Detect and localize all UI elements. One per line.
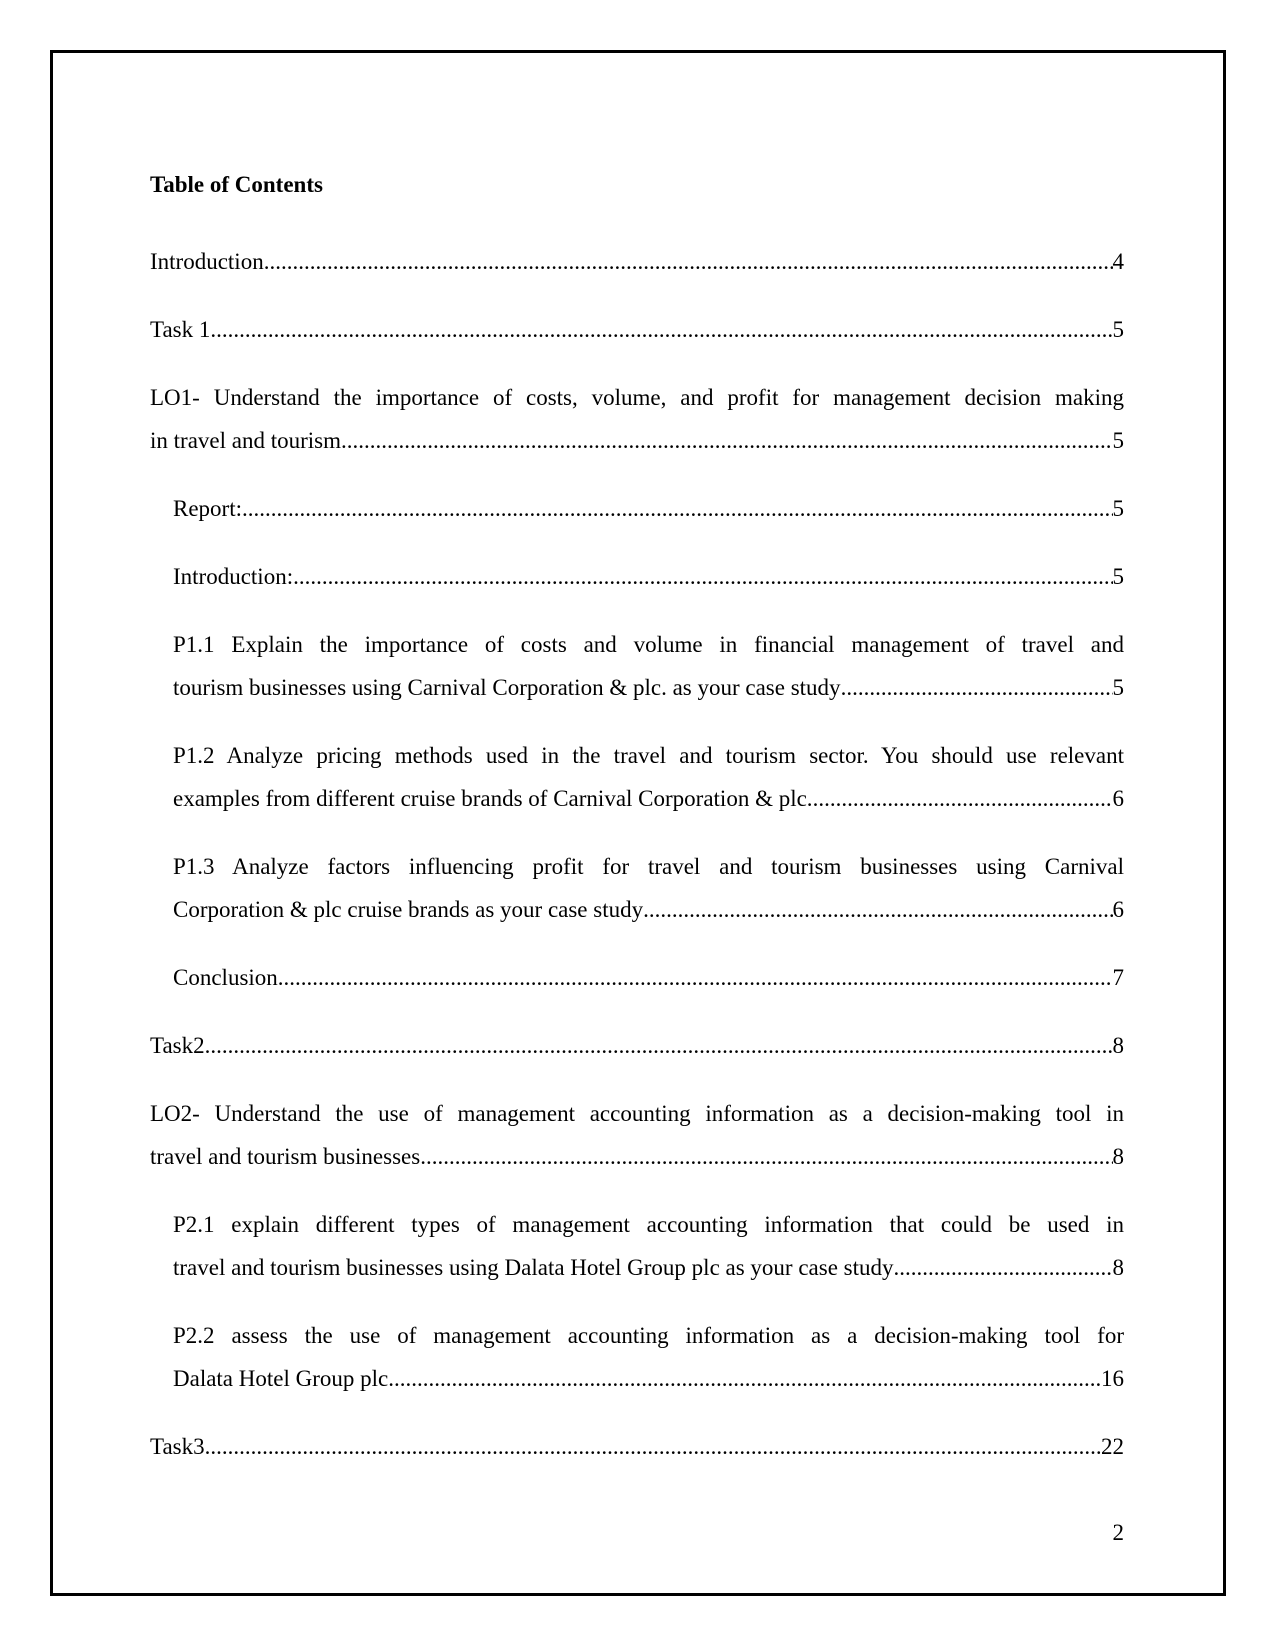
toc-page-number: 5 — [1112, 564, 1124, 589]
table-of-contents — [150, 172, 1124, 1493]
toc-entry-line — [173, 1357, 1124, 1400]
toc-entry[interactable] — [150, 956, 1124, 999]
toc-entry-line — [150, 308, 1124, 351]
dot-leader — [205, 1425, 1101, 1468]
toc-entries — [150, 240, 1124, 1468]
toc-entry-label: Task3 — [150, 1434, 205, 1459]
toc-entry-line — [150, 1135, 1124, 1178]
toc-entry[interactable] — [150, 1203, 1124, 1289]
toc-entry-label: examples from different cruise brands of Carnival Corporation & plc. — [173, 786, 813, 811]
toc-entry-label: Dalata Hotel Group plc. — [173, 1366, 394, 1391]
toc-entry-text: P1.3 Analyze factors influencing profit for travel and tourism businesses using Carnival — [173, 854, 1124, 879]
dot-leader — [813, 777, 1113, 820]
toc-page-number: 7 — [1112, 965, 1124, 990]
dot-leader — [278, 956, 1113, 999]
dot-leader — [264, 240, 1113, 283]
toc-entry-label: Task 1 — [150, 317, 211, 342]
toc-entry[interactable] — [150, 487, 1124, 530]
dot-leader — [347, 419, 1113, 462]
dot-leader — [841, 666, 1113, 709]
toc-entry[interactable] — [150, 555, 1124, 598]
toc-entry-label: tourism businesses using Carnival Corporation & plc. as your case study — [173, 675, 841, 700]
toc-entry-label: travel and tourism businesses — [150, 1144, 421, 1169]
toc-page-number: 8 — [1112, 1144, 1124, 1169]
toc-page-number: 5 — [1112, 675, 1124, 700]
toc-entry-label: Introduction — [150, 249, 264, 274]
toc-entry[interactable] — [150, 1425, 1124, 1468]
toc-page-number: 5 — [1112, 428, 1124, 453]
toc-entry[interactable] — [150, 1314, 1124, 1400]
toc-page-number: 6 — [1112, 897, 1124, 922]
toc-entry-text: P1.2 Analyze pricing methods used in the travel and tourism sector. You should use relevant — [173, 743, 1124, 768]
toc-entry-line — [173, 956, 1124, 999]
toc-page-number: 22 — [1101, 1434, 1124, 1459]
toc-entry[interactable] — [150, 623, 1124, 709]
toc-entry-line — [150, 240, 1124, 283]
toc-entry-label: Conclusion — [173, 965, 278, 990]
toc-entry[interactable] — [150, 845, 1124, 931]
dot-leader — [643, 888, 1112, 931]
dot-leader — [242, 487, 1113, 530]
toc-entry-label: travel and tourism businesses using Dalata Hotel Group plc as your case study — [173, 1255, 894, 1280]
toc-entry-line — [150, 419, 1124, 462]
toc-page-number: 5 — [1112, 496, 1124, 521]
toc-entry-text: P2.2 assess the use of management accounting information as a decision-making tool for — [173, 1323, 1124, 1348]
toc-page-number: 4 — [1112, 249, 1124, 274]
dot-leader — [205, 1024, 1113, 1067]
toc-page-number: 6 — [1112, 786, 1124, 811]
dot-leader — [210, 308, 1112, 351]
toc-entry-text: P2.1 explain different types of management accounting information that could be used in — [173, 1212, 1124, 1237]
toc-entry-line — [173, 777, 1124, 820]
toc-entry-text: LO2- Understand the use of management accounting information as a decision-making tool in — [150, 1101, 1124, 1126]
toc-entry[interactable] — [150, 376, 1124, 462]
toc-entry[interactable] — [150, 240, 1124, 283]
toc-entry-line — [150, 1024, 1124, 1067]
dot-leader — [420, 1135, 1112, 1178]
dot-leader — [894, 1246, 1113, 1289]
toc-entry[interactable] — [150, 308, 1124, 351]
toc-entry-line — [150, 1425, 1124, 1468]
toc-entry-label: Report: — [173, 496, 242, 521]
toc-entry[interactable] — [150, 1024, 1124, 1067]
toc-entry-line — [173, 1246, 1124, 1289]
dot-leader — [293, 555, 1112, 598]
toc-entry-line — [173, 666, 1124, 709]
toc-page-number: 8 — [1112, 1255, 1124, 1280]
toc-heading: Table of Contents — [150, 172, 323, 197]
toc-entry-label: Corporation & plc cruise brands as your case study — [173, 897, 644, 922]
page-number: 2 — [1112, 1520, 1124, 1545]
dot-leader — [394, 1357, 1101, 1400]
toc-entry[interactable] — [150, 734, 1124, 820]
toc-entry-line — [173, 888, 1124, 931]
toc-page-number: 8 — [1112, 1033, 1124, 1058]
toc-entry-label: in travel and tourism. — [150, 428, 347, 453]
toc-page-number: 5 — [1112, 317, 1124, 342]
toc-entry-label: Task2 — [150, 1033, 205, 1058]
toc-entry-text: P1.1 Explain the importance of costs and volume in financial management of travel and — [173, 632, 1124, 657]
toc-entry-line — [173, 555, 1124, 598]
toc-entry-line — [173, 487, 1124, 530]
toc-entry-label: Introduction: — [173, 564, 294, 589]
toc-page-number: 16 — [1101, 1366, 1124, 1391]
toc-entry[interactable] — [150, 1092, 1124, 1178]
toc-entry-text: LO1- Understand the importance of costs, volume, and profit for management decision making — [150, 385, 1124, 410]
